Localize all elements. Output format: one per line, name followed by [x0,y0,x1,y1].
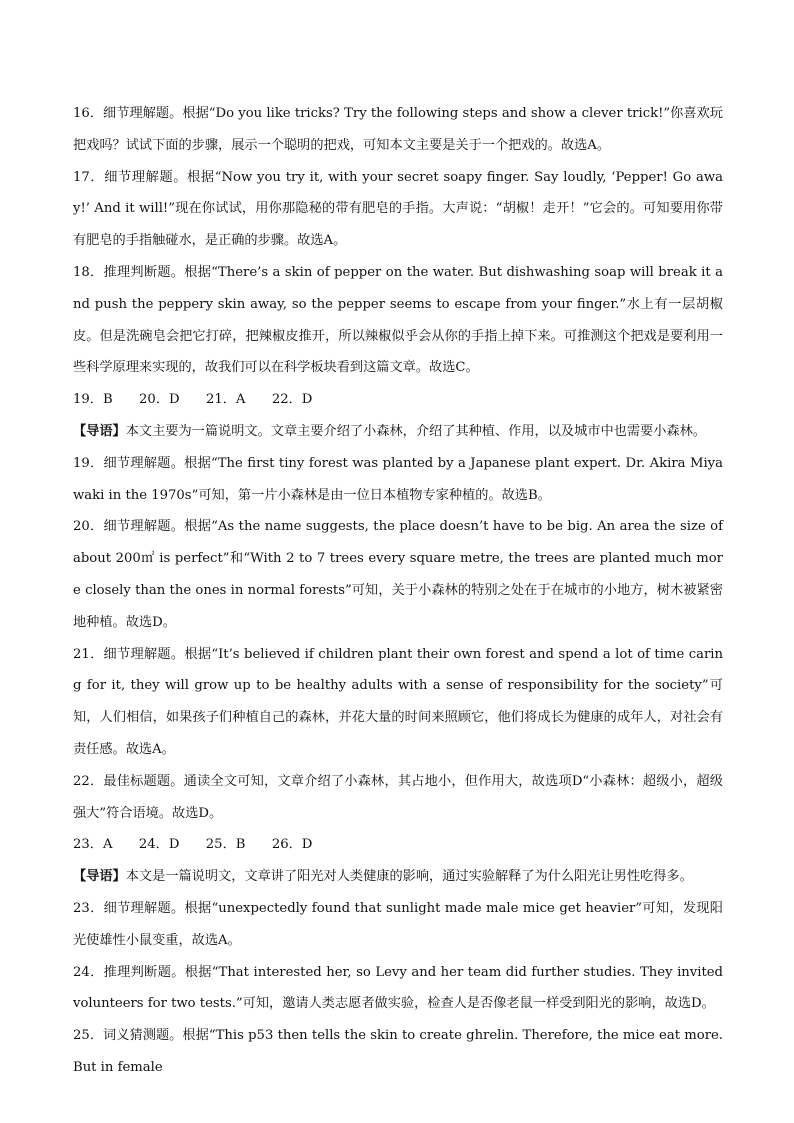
guide-text: 本文是一篇说明文，文章讲了阳光对人类健康的影响，通过实验解释了为什么阳光让男性吃得多。 [125,869,693,885]
explanation-25: 25．词义猜测题。根据“This p53 then tells the skin to create ghrelin. Therefore, the mice eat more. But in female [73,1028,723,1075]
guide-text: 本文主要为一篇说明文。文章主要介绍了小森林，介绍了其种植、作用，以及城市中也需要小森林。 [125,423,706,439]
guide-tag: 【导语】 [73,423,126,439]
guide-passage-2 [73,416,723,448]
explanation-24: 24．推理判断题。根据“That interested her, so Levy and her team did further studies. They invited volunteers for two tests.”可知，邀请人类志愿者做实验，检查人是否像老鼠一样受到阳光的影响，故选D。 [73,964,723,1012]
guide-passage-3 [73,861,723,893]
answer-key-19-22: 19．B 20．D 21．A 22．D [73,392,313,408]
answer-key-23-26: 23．A 24．D 25．B 26．D [73,837,313,853]
explanation-16: 16．细节理解题。根据“Do you like tricks? Try the following steps and show a clever trick!”你喜欢玩把戏吗？试试下面的步骤，展示一个聪明的把戏，可知本文主要是关于一个把戏的。故选A。 [73,106,723,153]
answer-explanations [73,98,723,1084]
explanation-18: 18．推理判断题。根据“There’s a skin of pepper on the water. But dishwashing soap will break it and push the peppery skin away, so the pepper seems to escape from your finger.”水上有一层胡椒皮。但是洗碗皂会把它打碎，把辣椒皮推开，所以辣椒似乎会从你的手指上掉下来。可推测这个把戏是要利用一些科学原理来实现的，故我们可以在科学板块看到这篇文章。故选C。 [73,264,723,376]
explanation-21: 21．细节理解题。根据“It’s believed if children plant their own forest and spend a lot of time caring for it, they will grow up to be healthy adults with a sense of responsibility for the society”可知，人们相信，如果孩子们种植自己的森林，并花大量的时间来照顾它，他们将成长为健康的成年人，对社会有责任感。故选A。 [73,646,723,757]
explanation-22: 22．最佳标题题。通读全文可知，文章介绍了小森林，其占地小，但作用大，故选项D“小森林：超级小，超级强大”符合语境。故选D。 [73,773,723,821]
guide-tag: 【导语】 [73,869,126,885]
explanation-17: 17．细节理解题。根据“Now you try it, with your secret soapy finger. Say loudly, ‘Pepper! Go away!’ And it will!”现在你试试，用你那隐秘的带有肥皂的手指。大声说：“胡椒！走开！”它会的。可知要用你带有肥皂的手指触碰水，是正确的步骤。故选A。 [73,169,723,249]
explanation-19: 19．细节理解题。根据“The first tiny forest was planted by a Japanese plant expert. Dr. Akira Miyawaki in the 1970s”可知，第一片小森林是由一位日本植物专家种植的。故选B。 [73,455,723,503]
explanation-20: 20．细节理解题。根据“As the name suggests, the place doesn’t have to be big. An area the size of about 200㎡ is perfect”和“With 2 to 7 trees every square metre, the trees are planted much more closely than the ones in normal forests”可知，关于小森林的特别之处在于在城市的小地方，树木被紧密地种植。故选D。 [73,519,723,630]
explanation-23: 23．细节理解题。根据“unexpectedly found that sunlight made male mice get heavier”可知，发现阳光使雄性小鼠变重，故选A。 [73,900,723,948]
